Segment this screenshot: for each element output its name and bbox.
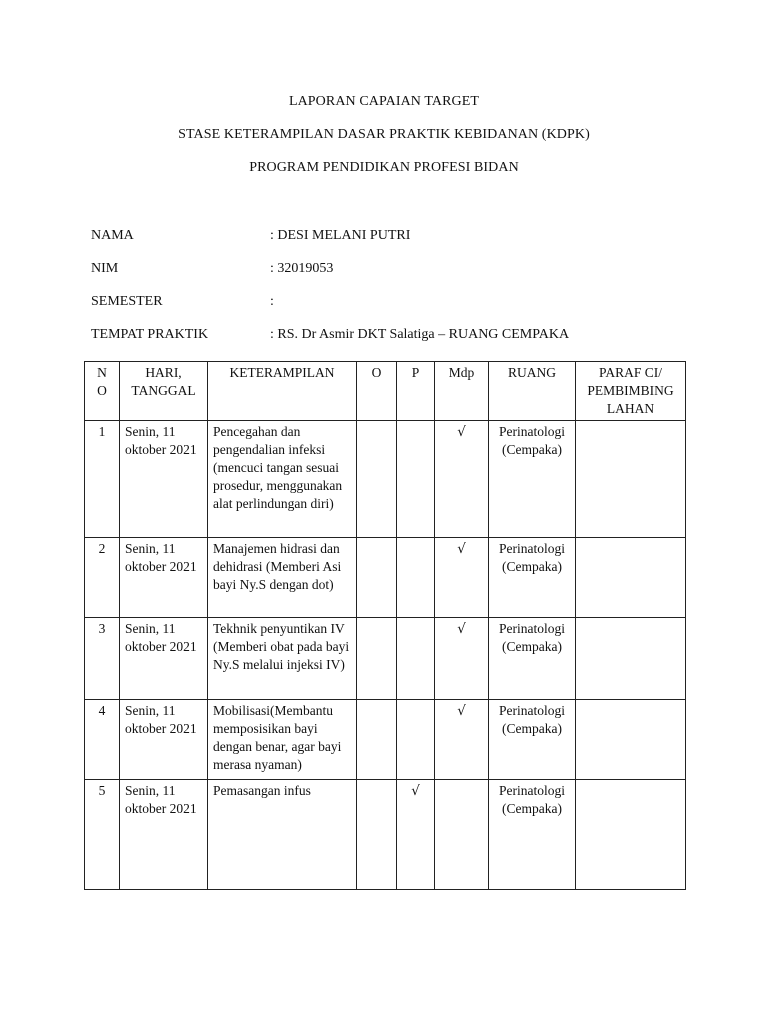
row-p: [397, 700, 435, 780]
row-paraf: [576, 421, 686, 538]
row-o: [357, 700, 397, 780]
row-ruang: Perinatologi (Cempaka): [489, 780, 576, 890]
row-ruang: Perinatologi (Cempaka): [489, 618, 576, 700]
nama-label: NAMA: [91, 228, 134, 243]
row-ruang: Perinatologi (Cempaka): [489, 538, 576, 618]
tempat-praktik-value: : RS. Dr Asmir DKT Salatiga – RUANG CEMPAKA: [270, 327, 570, 342]
row-mdp-check: √: [435, 618, 489, 700]
row-ruang: Perinatologi (Cempaka): [489, 700, 576, 780]
nim-value: : 32019053: [270, 261, 334, 276]
nama-value: : DESI MELANI PUTRI: [270, 228, 411, 243]
row-p: [397, 538, 435, 618]
row-o: [357, 780, 397, 890]
row-paraf: [576, 780, 686, 890]
stase-title: STASE KETERAMPILAN DASAR PRAKTIK KEBIDANAN (KDPK): [178, 127, 590, 142]
row-o: [357, 421, 397, 538]
row-ruang: Perinatologi (Cempaka): [489, 421, 576, 538]
row-hari-tanggal: Senin, 11 oktober 2021: [120, 780, 208, 890]
semester-label: SEMESTER: [91, 294, 163, 309]
table-header-row: [85, 362, 686, 421]
row-no: 5: [85, 780, 120, 890]
program-title: PROGRAM PENDIDIKAN PROFESI BIDAN: [249, 160, 519, 175]
row-p: [397, 421, 435, 538]
header-hari-tanggal: HARI, TANGGAL: [120, 362, 208, 421]
table-row: [85, 538, 686, 618]
row-p-check: √: [397, 780, 435, 890]
row-paraf: [576, 618, 686, 700]
row-mdp: [435, 780, 489, 890]
row-no: 1: [85, 421, 120, 538]
header-keterampilan: KETERAMPILAN: [208, 362, 357, 421]
row-hari-tanggal: Senin, 11 oktober 2021: [120, 538, 208, 618]
header-ruang: RUANG: [489, 362, 576, 421]
row-o: [357, 538, 397, 618]
row-keterampilan: Pencegahan dan pengendalian infeksi (mencuci tangan sesuai prosedur, menggunakan alat perlindungan diri): [208, 421, 357, 538]
row-hari-tanggal: Senin, 11 oktober 2021: [120, 618, 208, 700]
row-o: [357, 618, 397, 700]
row-p: [397, 618, 435, 700]
row-mdp-check: √: [435, 700, 489, 780]
header-no: N O: [85, 362, 120, 421]
target-table: [84, 361, 686, 890]
table-row: [85, 700, 686, 780]
header-mdp: Mdp: [435, 362, 489, 421]
row-keterampilan: Tekhnik penyuntikan IV (Memberi obat pada bayi Ny.S melalui injeksi IV): [208, 618, 357, 700]
table-row: [85, 618, 686, 700]
row-hari-tanggal: Senin, 11 oktober 2021: [120, 700, 208, 780]
row-keterampilan: Mobilisasi(Membantu memposisikan bayi dengan benar, agar bayi merasa nyaman): [208, 700, 357, 780]
header-p: P: [397, 362, 435, 421]
row-keterampilan: Manajemen hidrasi dan dehidrasi (Memberi Asi bayi Ny.S dengan dot): [208, 538, 357, 618]
semester-value: :: [270, 294, 274, 309]
row-hari-tanggal: Senin, 11 oktober 2021: [120, 421, 208, 538]
table-row: [85, 780, 686, 890]
header-paraf: PARAF CI/ PEMBIMBING LAHAN: [576, 362, 686, 421]
table-row: [85, 421, 686, 538]
row-mdp-check: √: [435, 421, 489, 538]
tempat-praktik-label: TEMPAT PRAKTIK: [91, 327, 209, 342]
row-no: 3: [85, 618, 120, 700]
row-mdp-check: √: [435, 538, 489, 618]
report-title: LAPORAN CAPAIAN TARGET: [288, 94, 480, 109]
row-no: 2: [85, 538, 120, 618]
nim-label: NIM: [91, 261, 119, 276]
header-o: O: [357, 362, 397, 421]
row-paraf: [576, 700, 686, 780]
row-no: 4: [85, 700, 120, 780]
row-keterampilan: Pemasangan infus: [208, 780, 357, 890]
row-paraf: [576, 538, 686, 618]
